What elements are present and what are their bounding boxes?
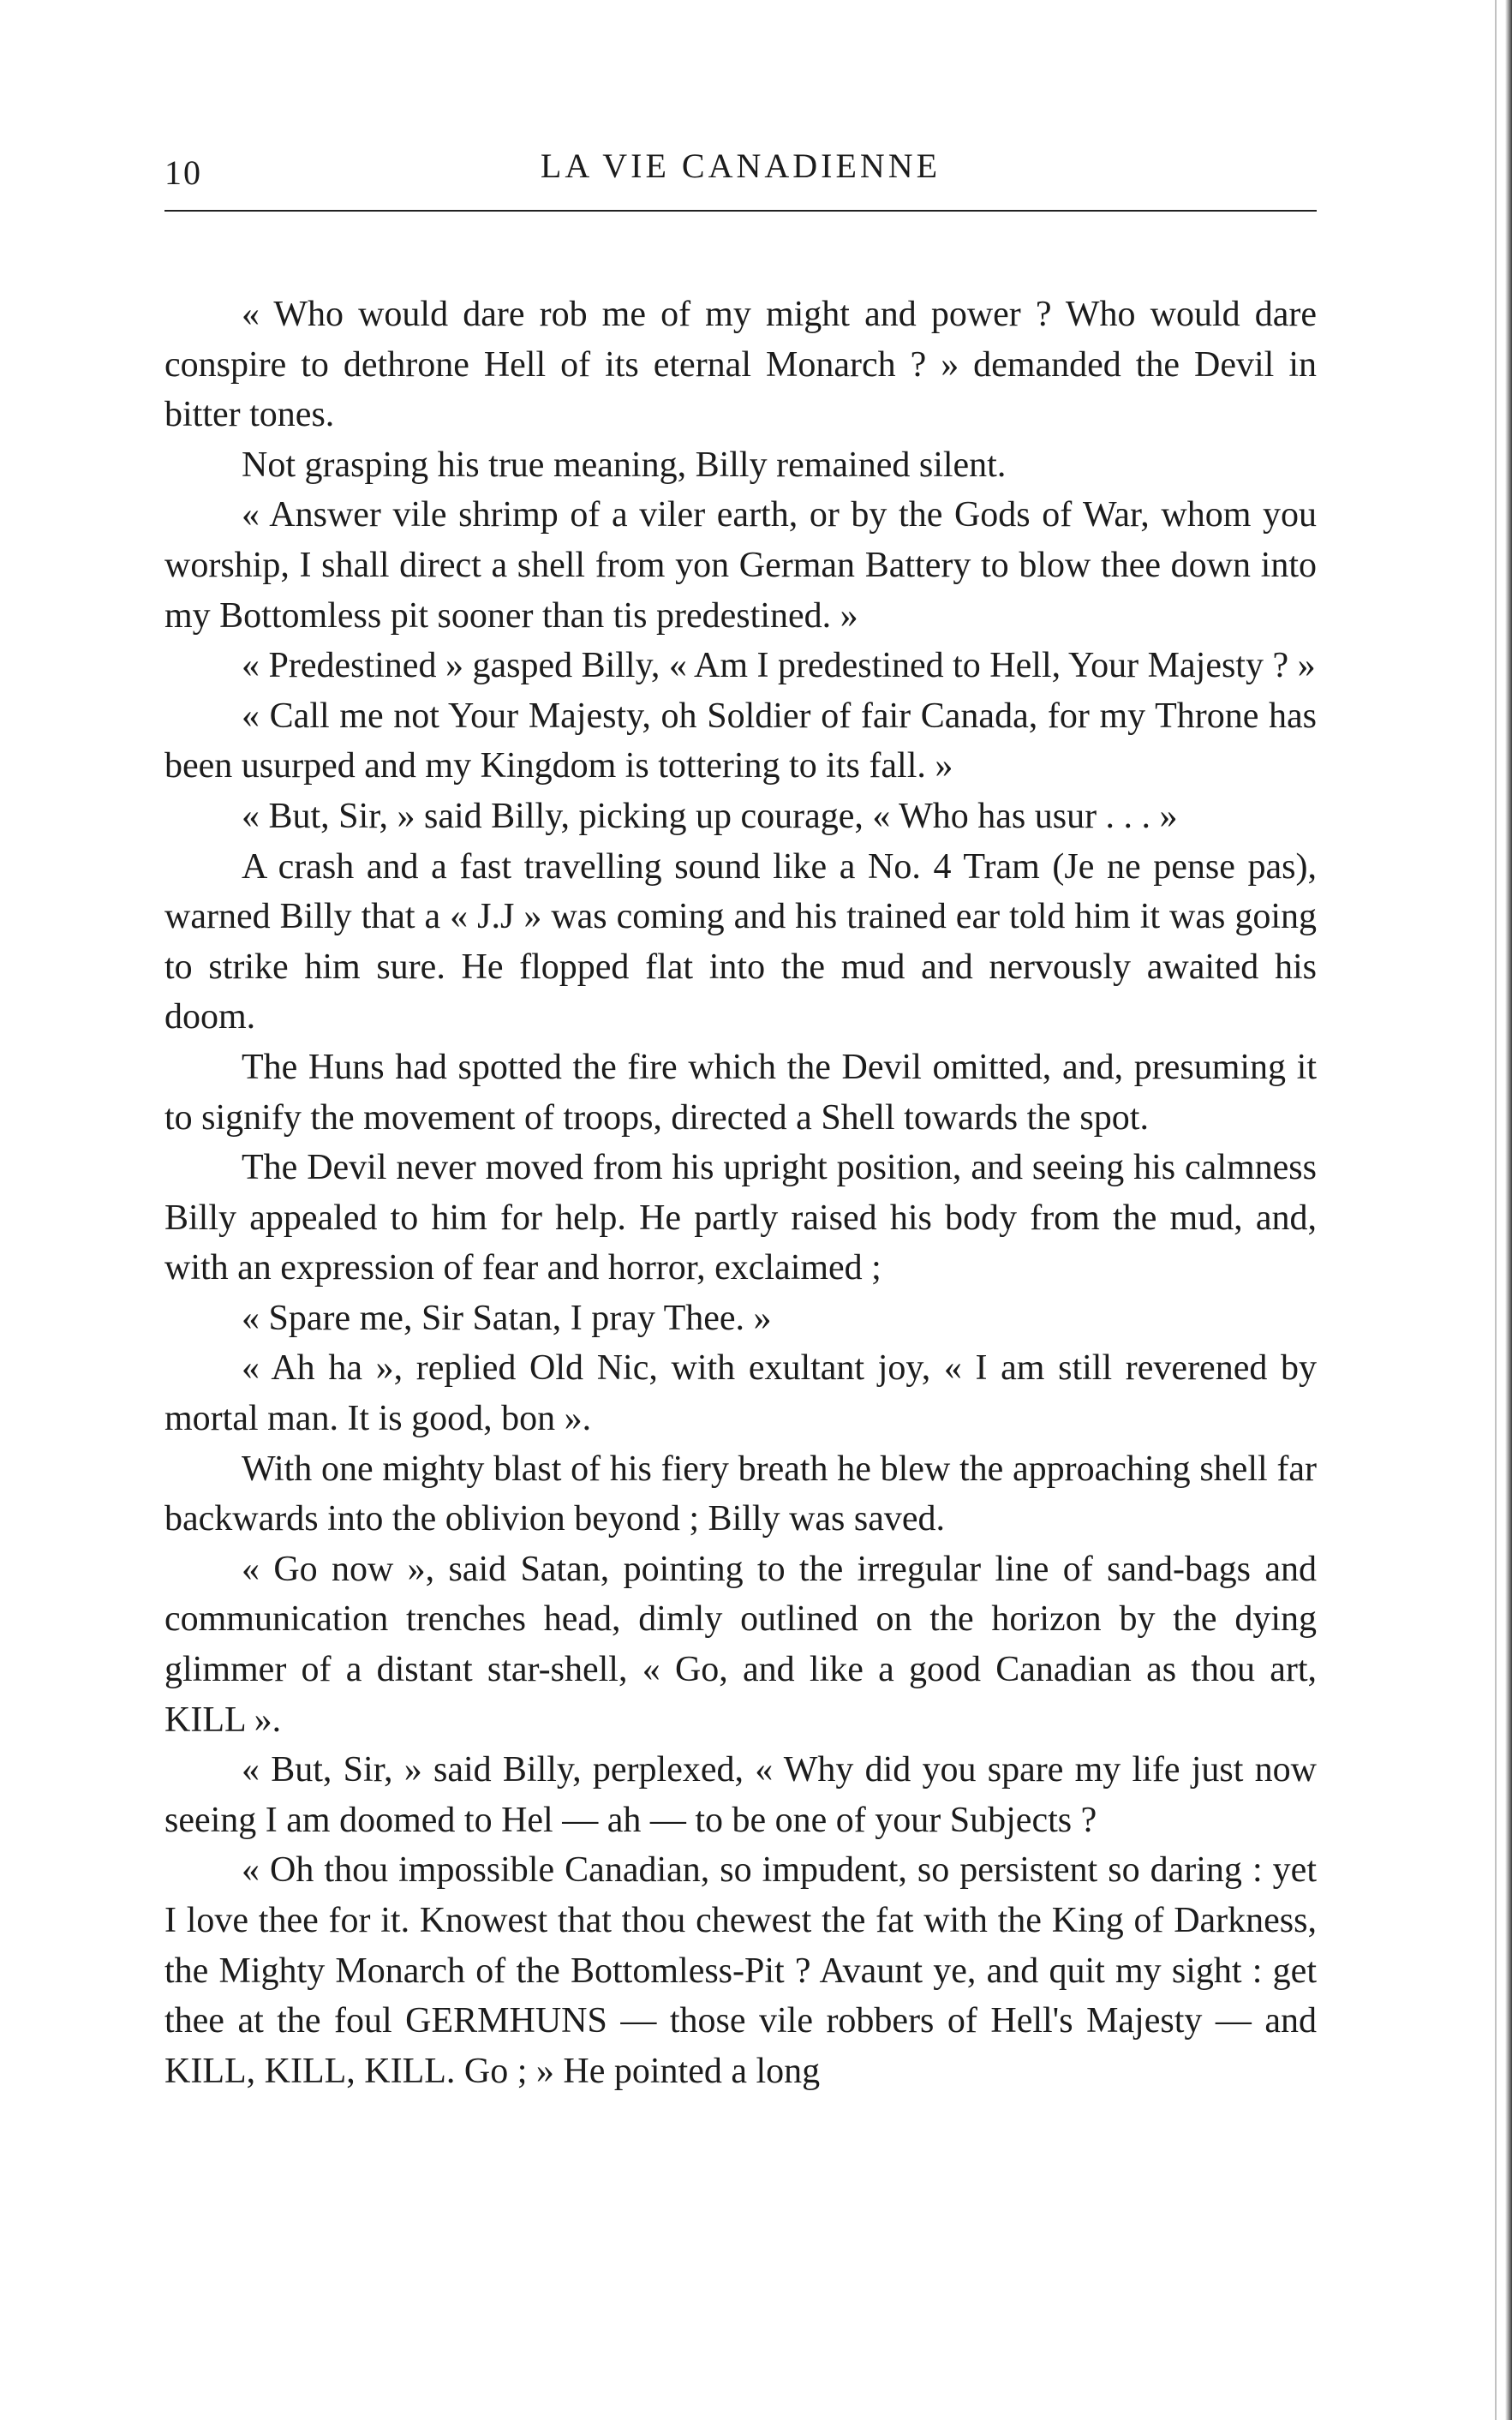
paragraph: Not grasping his true meaning, Billy remained silent. [242, 445, 1007, 485]
scan-edge [1505, 0, 1512, 2420]
header-rule [164, 210, 1317, 212]
page-header [164, 146, 1317, 197]
paragraph: A crash and a fast travelling sound like a No. 4 Tram (Je ne pense pas), warned Billy that a « J.J » was coming and his trained ear told him it was going to strike him sure. He flopped flat into the mud and nervously awaited his doom. [164, 846, 1317, 1037]
scan-edge-shadow [1495, 0, 1497, 2420]
paragraph: « Who would dare rob me of my might and power ? Who would dare conspire to dethrone Hell of its eternal Monarch ? » demanded the Devil in bitter tones. [164, 295, 1317, 435]
paragraph: « Spare me, Sir Satan, I pray Thee. » [242, 1298, 772, 1338]
running-title: LA VIE CANADIENNE [540, 146, 941, 185]
paragraph: The Devil never moved from his upright position, and seeing his calmness Billy appealed to him for help. He partly raised his body from the mud, and, with an expression of fear and horror, exclaimed ; [164, 1148, 1317, 1288]
paragraph: « Ah ha », replied Old Nic, with exultant joy, « I am still reverened by mortal man. It is good, bon ». [164, 1348, 1317, 1439]
body-text [164, 290, 1317, 2096]
paragraph: « Oh thou impossible Canadian, so impudent, so persistent so daring : yet I love thee for it. Knowest that thou chewest the fat with the King of Darkness, the Mighty Monarch of the Bottomless-Pit ? Avaunt ye, and quit my sight : get thee at the foul GERMHUNS — those vile robbers of Hell's Majesty — and KILL, KILL, KILL. Go ; » He pointed a long [164, 1850, 1317, 2091]
paragraph: « Call me not Your Majesty, oh Soldier of fair Canada, for my Throne has been usurped and my Kingdom is tottering to its fall. » [164, 696, 1317, 786]
paragraph: With one mighty blast of his fiery breath he blew the approaching shell far backwards into the oblivion beyond ; Billy was saved. [164, 1449, 1317, 1539]
paragraph: « Predestined » gasped Billy, « Am I predestined to Hell, Your Majesty ? » [242, 646, 1316, 686]
paragraph: « Answer vile shrimp of a viler earth, or by the Gods of War, whom you worship, I shall direct a shell from yon German Battery to blow thee down into my Bottomless pit sooner than tis predestined. » [164, 495, 1317, 636]
paragraph: The Huns had spotted the fire which the Devil omitted, and, presuming it to signify the movement of troops, directed a Shell towards the spot. [164, 1047, 1317, 1138]
paragraph: « But, Sir, » said Billy, perplexed, « Why did you spare my life just now seeing I am doomed to Hel — ah — to be one of your Subjects ? [164, 1750, 1317, 1840]
paragraph: « Go now », said Satan, pointing to the irregular line of sand-bags and communication trenches head, dimly outlined on the horizon by the dying glimmer of a distant star-shell, « Go, and like a good Canadian as thou art, KILL ». [164, 1549, 1317, 1740]
page-number: 10 [164, 153, 202, 192]
paragraph: « But, Sir, » said Billy, picking up courage, « Who has usur . . . » [242, 796, 1178, 836]
